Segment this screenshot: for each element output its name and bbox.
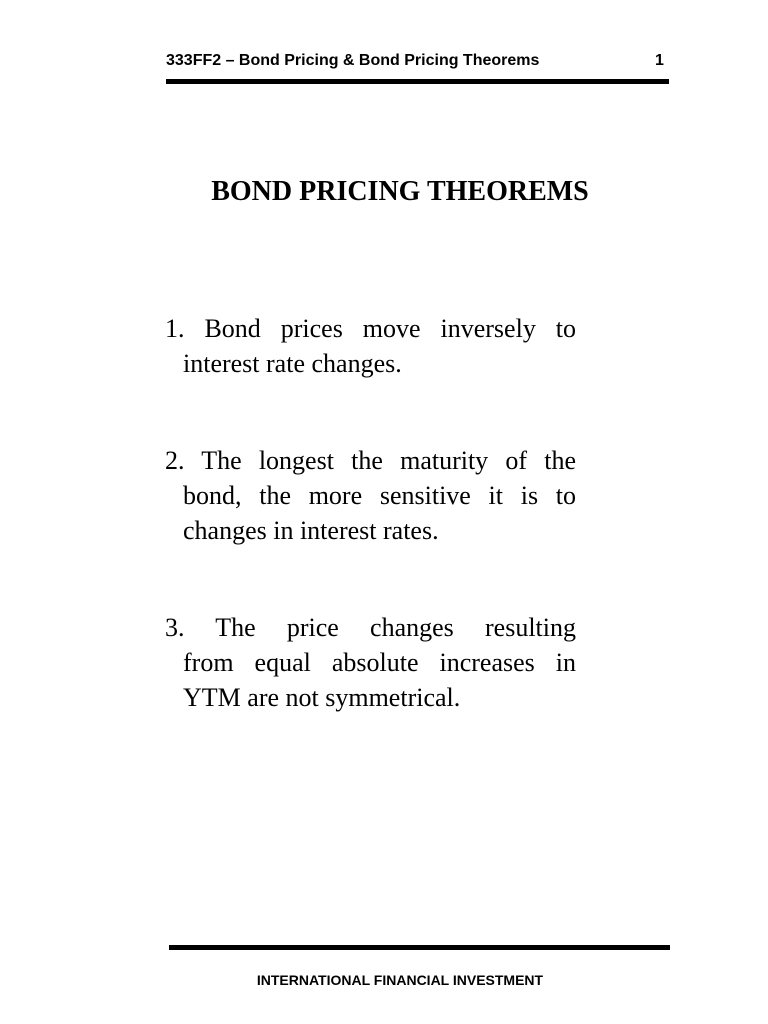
theorem-line: from equal absolute increases in <box>183 648 576 677</box>
page-number: 1 <box>655 52 664 69</box>
theorem-line: 1. Bond prices move inversely to <box>165 314 576 343</box>
header-divider <box>166 79 669 84</box>
theorem-item-2 <box>165 443 576 548</box>
theorem-line: changes in interest rates. <box>183 516 439 545</box>
header-title: 333FF2 – Bond Pricing & Bond Pricing Theorems <box>166 52 540 69</box>
theorem-item-3 <box>165 610 576 715</box>
theorem-line: YTM are not symmetrical. <box>183 683 461 712</box>
theorem-line: 2. The longest the maturity of the <box>165 446 576 475</box>
footer-divider <box>169 945 670 950</box>
theorem-line: bond, the more sensitive it is to <box>183 481 576 510</box>
document-title: BOND PRICING THEOREMS <box>211 176 589 207</box>
footer-text: INTERNATIONAL FINANCIAL INVESTMENT <box>256 972 544 988</box>
theorem-line: interest rate changes. <box>183 349 402 378</box>
theorem-item-1 <box>165 311 576 381</box>
theorem-line: 3. The price changes resulting <box>165 613 576 642</box>
